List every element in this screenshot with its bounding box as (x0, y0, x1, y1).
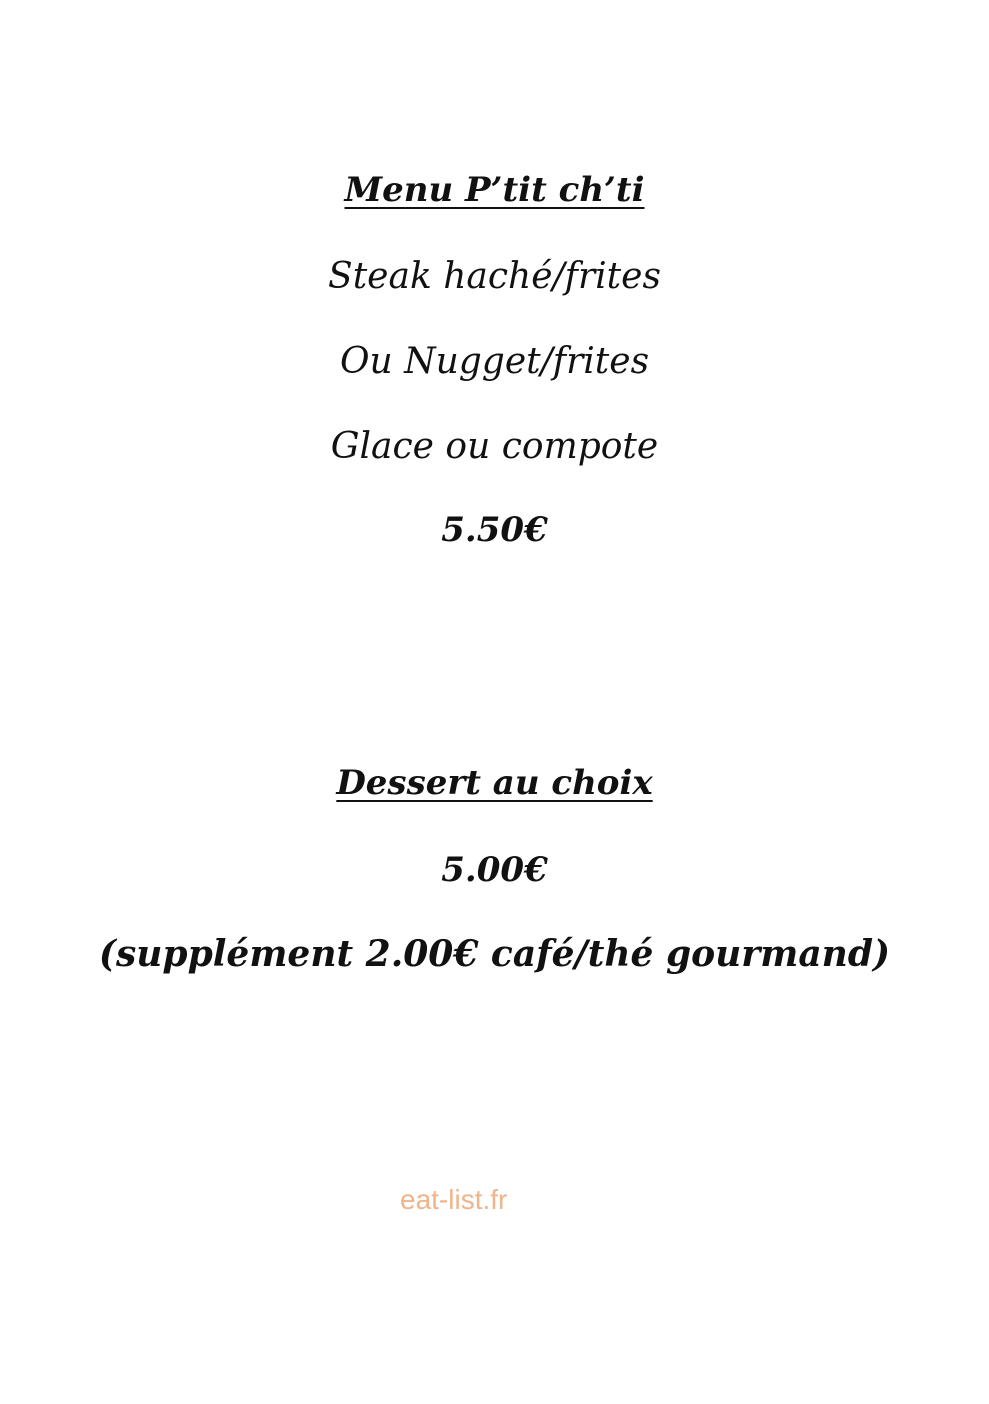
menu-title: Menu P’tit ch’ti (344, 170, 645, 210)
menu-item-nugget: Ou Nugget/frites (339, 341, 650, 382)
watermark: eat-list.fr (400, 1184, 508, 1215)
dessert-supplement-note: (supplément 2.00€ café/thé gourmand) (98, 933, 891, 975)
menu-price: 5.50€ (441, 510, 548, 550)
menu-item-steak: Steak haché/frites (328, 256, 661, 297)
dessert-price: 5.00€ (441, 850, 548, 890)
dessert-title: Dessert au choix (336, 763, 653, 803)
menu-item-dessert-choice: Glace ou compote (330, 426, 659, 467)
